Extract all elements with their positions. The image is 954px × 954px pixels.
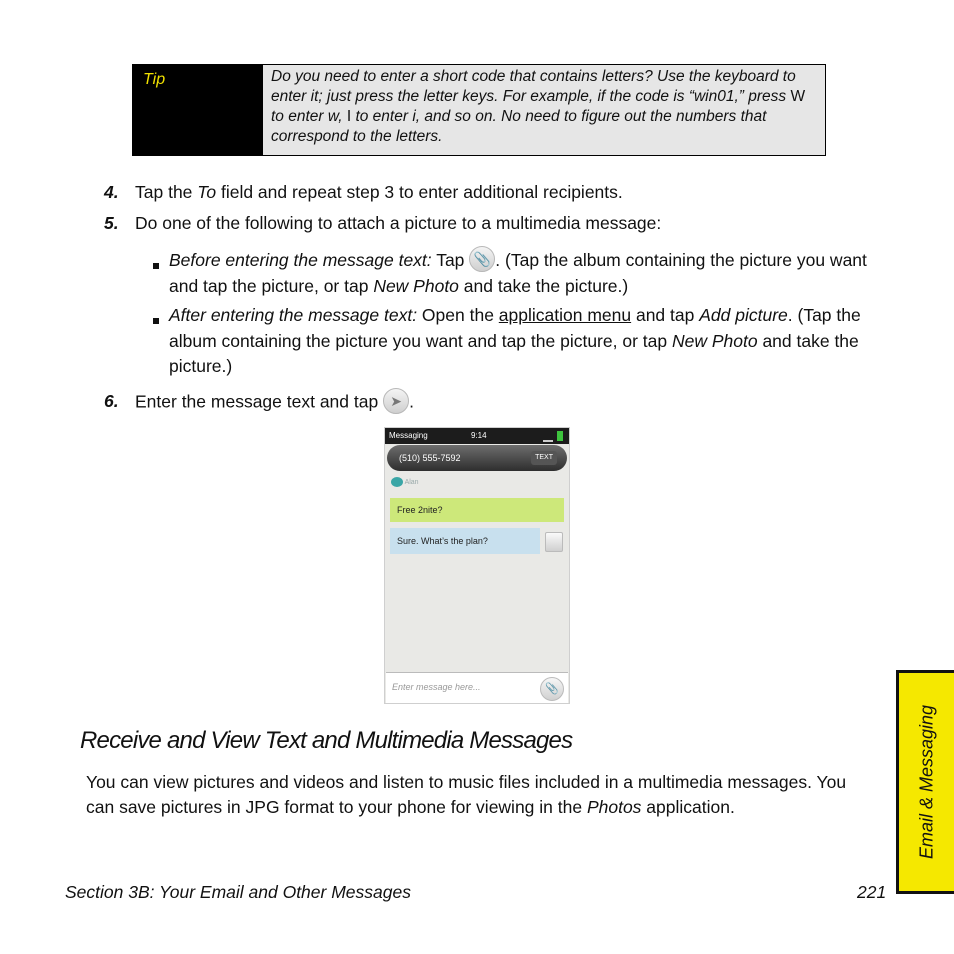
application-menu-link[interactable]: application menu [498, 305, 632, 325]
bullet-text: Before entering the message text: Tap 📎 . (Tap the album containing the picture you want and tap the picture, or tap New Photo and take the picture.) [169, 248, 889, 300]
step-number: 5. [104, 213, 119, 233]
message-placeholder: Enter message here... [392, 682, 481, 692]
tip-box [132, 64, 826, 156]
footer-section-title: Section 3B: Your Email and Other Messages [65, 882, 411, 902]
app-name: Messaging [389, 431, 428, 440]
chat-icon [391, 477, 403, 487]
phone-screenshot [384, 427, 570, 704]
recipient-bar[interactable] [387, 445, 567, 471]
body-paragraph: You can view pictures and videos and listen to music files included in a multimedia messages. You can save pictures in JPG format to your phone for viewing in the Photos application. [86, 772, 847, 817]
avatar [545, 532, 563, 552]
bullet-marker [153, 263, 159, 269]
step-text: Enter the message text and tap ➤ . [135, 390, 414, 416]
chapter-side-tab [896, 670, 954, 894]
clock: 9:14 [471, 431, 487, 440]
step-number: 4. [104, 182, 119, 202]
step-text: Do one of the following to attach a picture to a multimedia message: [135, 213, 662, 233]
text-mode-button[interactable]: TEXT [531, 451, 557, 465]
battery-icon [557, 431, 563, 441]
chapter-tab-label: Email & Messaging [916, 704, 936, 860]
contact-name: Alan [404, 479, 419, 486]
message-input[interactable] [386, 672, 568, 704]
recipient-number: (510) 555-7592 [399, 453, 461, 463]
send-icon: ➤ [383, 388, 409, 414]
page-number: 221 [857, 882, 887, 902]
section-heading: Receive and View Text and Multimedia Messages [80, 727, 573, 754]
status-bar [385, 428, 569, 444]
bullet-marker [153, 318, 159, 324]
message-bubble-sent: Sure. What’s the plan? [390, 528, 540, 554]
tip-text: Do you need to enter a short code that contains letters? Use the keyboard to enter it; just press the letter keys. For example, if the code is “win01,” press W to enter w, I to enter i, and so on. No need to figure out the numbers that correspond to the letters. [263, 65, 825, 155]
step-text: Tap the To field and repeat step 3 to enter additional recipients. [135, 182, 623, 202]
paperclip-icon[interactable]: 📎 [540, 677, 564, 701]
step-number: 6. [104, 391, 119, 411]
tip-label: Tip [133, 65, 263, 155]
message-bubble-received: Free 2nite? [390, 498, 564, 522]
signal-icon [543, 432, 553, 442]
contact-row [391, 477, 561, 489]
paperclip-icon: 📎 [469, 246, 495, 272]
bullet-text: After entering the message text: Open the application menu and tap Add picture. (Tap the album containing the picture you want and tap the picture, or tap New Photo and take the picture.) [169, 305, 861, 376]
